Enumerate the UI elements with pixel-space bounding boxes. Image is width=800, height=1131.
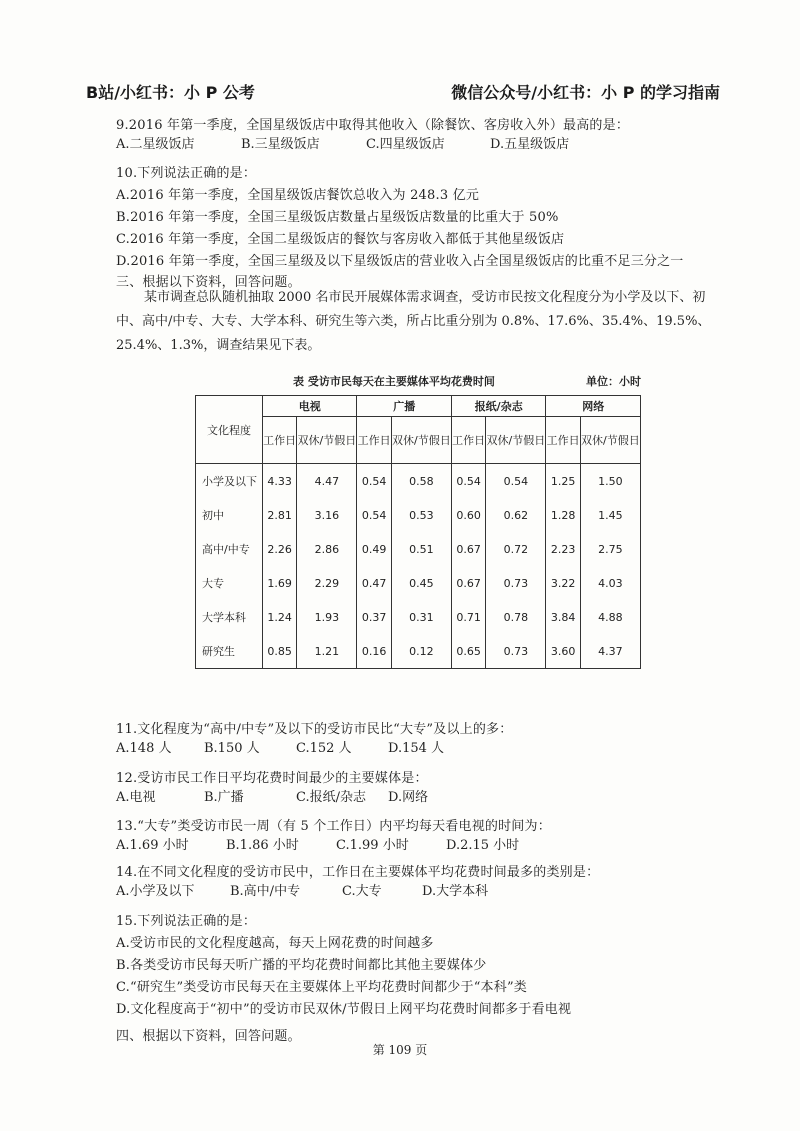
- q12-option-a: A.电视: [116, 790, 156, 805]
- row-label: 大学本科: [196, 600, 263, 634]
- sub-header-workday: 工作日: [263, 417, 297, 464]
- q11-options: [116, 737, 444, 756]
- q11-option-a: A.148 人: [116, 741, 172, 756]
- q9-stem: 9.2016 年第一季度，全国星级饭店中取得其他收入（除餐饮、客房收入外）最高的是：: [116, 118, 630, 133]
- table-cell: 3.60: [546, 634, 580, 669]
- media-header-internet: 网络: [546, 396, 641, 417]
- table-cell: 3.22: [546, 566, 580, 600]
- table-cell: 2.26: [263, 532, 297, 566]
- header-left: B站/小红书：小 P 公考: [86, 83, 255, 102]
- table-cell: 0.67: [451, 566, 485, 600]
- table-cell: 4.33: [263, 464, 297, 499]
- table-cell: 1.50: [580, 464, 640, 499]
- table-cell: 0.73: [486, 566, 546, 600]
- q15-option-c: C.“研究生”类受访市民每天在主要媒体上平均花费时间都少于“本科”类: [116, 980, 528, 995]
- table-cell: 0.49: [357, 532, 391, 566]
- table-cell: 0.31: [391, 600, 451, 634]
- sub-header-workday: 工作日: [546, 417, 580, 464]
- table-cell: 0.51: [391, 532, 451, 566]
- q13-stem: 13.“大专”类受访市民一周（有 5 个工作日）内平均每天看电视的时间为：: [116, 819, 551, 834]
- q10-option-c: C.2016 年第一季度，全国二星级饭店的餐饮与客房收入都低于其他星级饭店: [116, 232, 565, 247]
- table-cell: 2.86: [297, 532, 357, 566]
- q13-option-b: B.1.86 小时: [226, 838, 299, 853]
- table-cell: 0.12: [391, 634, 451, 669]
- table-cell: 4.47: [297, 464, 357, 499]
- q10-option-b: B.2016 年第一季度，全国三星级饭店数量占星级饭店数量的比重大于 50%: [116, 210, 559, 225]
- table-cell: 4.37: [580, 634, 640, 669]
- q9-option-b: B.三星级饭店: [241, 137, 320, 152]
- sub-header-workday: 工作日: [357, 417, 391, 464]
- q13-options: [116, 834, 519, 853]
- header-right: 微信公众号/小红书：小 P 的学习指南: [451, 83, 720, 102]
- table-cell: 1.21: [297, 634, 357, 669]
- media-header-radio: 广播: [357, 396, 451, 417]
- table-cell: 1.69: [263, 566, 297, 600]
- q13-option-a: A.1.69 小时: [116, 838, 189, 853]
- table-cell: 3.16: [297, 498, 357, 532]
- q11-option-d: D.154 人: [388, 741, 445, 756]
- sub-header-holiday: 双休/节假日: [297, 417, 357, 464]
- table-cell: 1.24: [263, 600, 297, 634]
- row-label: 大专: [196, 566, 263, 600]
- q10-stem: 10.下列说法正确的是：: [116, 166, 257, 181]
- section4-title: 四、根据以下资料，回答问题。: [116, 1029, 301, 1044]
- table-cell: 2.23: [546, 532, 580, 566]
- table-cell: 0.67: [451, 532, 485, 566]
- table-cell: 0.62: [486, 498, 546, 532]
- table-cell: 0.72: [486, 532, 546, 566]
- q10-option-a: A.2016 年第一季度，全国星级饭店餐饮总收入为 248.3 亿元: [116, 188, 480, 203]
- media-time-table: [195, 395, 641, 669]
- table-cell: 0.54: [357, 498, 391, 532]
- table-cell: 0.65: [451, 634, 485, 669]
- q11-option-b: B.150 人: [204, 741, 260, 756]
- q10-option-d: D.2016 年第一季度，全国三星级及以下星级饭店的营业收入占全国星级饭店的比重不足三分之一: [116, 254, 684, 269]
- table-cell: 1.93: [297, 600, 357, 634]
- table-cell: 2.81: [263, 498, 297, 532]
- table-cell: 0.47: [357, 566, 391, 600]
- table-cell: 0.45: [391, 566, 451, 600]
- media-header-tv: 电视: [263, 396, 357, 417]
- table-cell: 2.75: [580, 532, 640, 566]
- q12-option-c: C.报纸/杂志: [296, 790, 366, 805]
- table-cell: 0.71: [451, 600, 485, 634]
- sub-header-holiday: 双休/节假日: [580, 417, 640, 464]
- sub-header-holiday: 双休/节假日: [486, 417, 546, 464]
- q9-option-c: C.四星级饭店: [366, 137, 445, 152]
- table-cell: 4.88: [580, 600, 640, 634]
- row-label: 高中/中专: [196, 532, 263, 566]
- table-row: [196, 498, 641, 532]
- media-header-newspaper: 报纸/杂志: [451, 396, 545, 417]
- table-cell: 2.29: [297, 566, 357, 600]
- q15-option-d: D.文化程度高于“初中”的受访市民双休/节假日上网平均花费时间都多于看电视: [116, 1002, 572, 1017]
- q13-option-d: D.2.15 小时: [446, 838, 520, 853]
- table-row: [196, 634, 641, 669]
- table-cell: 0.54: [486, 464, 546, 499]
- q9-option-d: D.五星级饭店: [490, 137, 570, 152]
- table-cell: 0.54: [451, 464, 485, 499]
- row-header-education: 文化程度: [196, 396, 263, 464]
- q15-option-a: A.受访市民的文化程度越高，每天上网花费的时间越多: [116, 936, 434, 951]
- table-cell: 1.28: [546, 498, 580, 532]
- table-cell: 0.58: [391, 464, 451, 499]
- table-cell: 0.16: [357, 634, 391, 669]
- sub-header-workday: 工作日: [451, 417, 485, 464]
- table-cell: 3.84: [546, 600, 580, 634]
- table-cell: 0.73: [486, 634, 546, 669]
- q14-option-b: B.高中/中专: [230, 884, 301, 899]
- table-unit: 单位：小时: [586, 375, 641, 388]
- table-cell: 1.45: [580, 498, 640, 532]
- page-number: 第 109 页: [372, 1043, 428, 1057]
- row-label: 研究生: [196, 634, 263, 669]
- q14-option-c: C.大专: [342, 884, 382, 899]
- table-cell: 0.37: [357, 600, 391, 634]
- q15-stem: 15.下列说法正确的是：: [116, 914, 257, 929]
- table-cell: 0.85: [263, 634, 297, 669]
- q14-option-d: D.大学本科: [422, 884, 489, 899]
- table-caption: 表 受访市民每天在主要媒体平均花费时间: [293, 375, 495, 388]
- sub-header-holiday: 双休/节假日: [391, 417, 451, 464]
- section3-title: 三、根据以下资料，回答问题。: [116, 275, 301, 290]
- table-cell: 0.60: [451, 498, 485, 532]
- section3-paragraph: 某市调查总队随机抽取 2000 名市民开展媒体需求调查，受访市民按文化程度分为小学及以下、初中、高中/中专、大专、大学本科、研究生等六类，所占比重分别为 0.8%、17.6%、35.4%、19.5%、25.4%、1.3%，调查结果见下表。: [116, 290, 711, 353]
- row-label: 初中: [196, 498, 263, 532]
- q14-option-a: A.小学及以下: [116, 884, 195, 899]
- q11-stem: 11.文化程度为“高中/中专”及以下的受访市民比“大专”及以上的多：: [116, 722, 513, 737]
- table-row: [196, 464, 641, 499]
- q12-option-d: D.网络: [388, 790, 429, 805]
- table-row: [196, 532, 641, 566]
- q9-option-a: A.二星级饭店: [116, 137, 195, 152]
- q14-stem: 14.在不同文化程度的受访市民中，工作日在主要媒体平均花费时间最多的类别是：: [116, 865, 600, 880]
- q12-stem: 12.受访市民工作日平均花费时间最少的主要媒体是：: [116, 771, 428, 786]
- table-cell: 0.53: [391, 498, 451, 532]
- q11-option-c: C.152 人: [296, 741, 352, 756]
- q9-options: [116, 133, 569, 152]
- q15-option-b: B.各类受访市民每天听广播的平均花费时间都比其他主要媒体少: [116, 958, 487, 973]
- q13-option-c: C.1.99 小时: [336, 838, 409, 853]
- table-cell: 0.78: [486, 600, 546, 634]
- table-row: [196, 566, 641, 600]
- table-row: [196, 600, 641, 634]
- table-cell: 1.25: [546, 464, 580, 499]
- q12-options: [116, 786, 428, 805]
- q14-options: [116, 880, 488, 899]
- row-label: 小学及以下: [196, 464, 263, 499]
- table-cell: 4.03: [580, 566, 640, 600]
- q12-option-b: B.广播: [204, 790, 244, 805]
- table-cell: 0.54: [357, 464, 391, 499]
